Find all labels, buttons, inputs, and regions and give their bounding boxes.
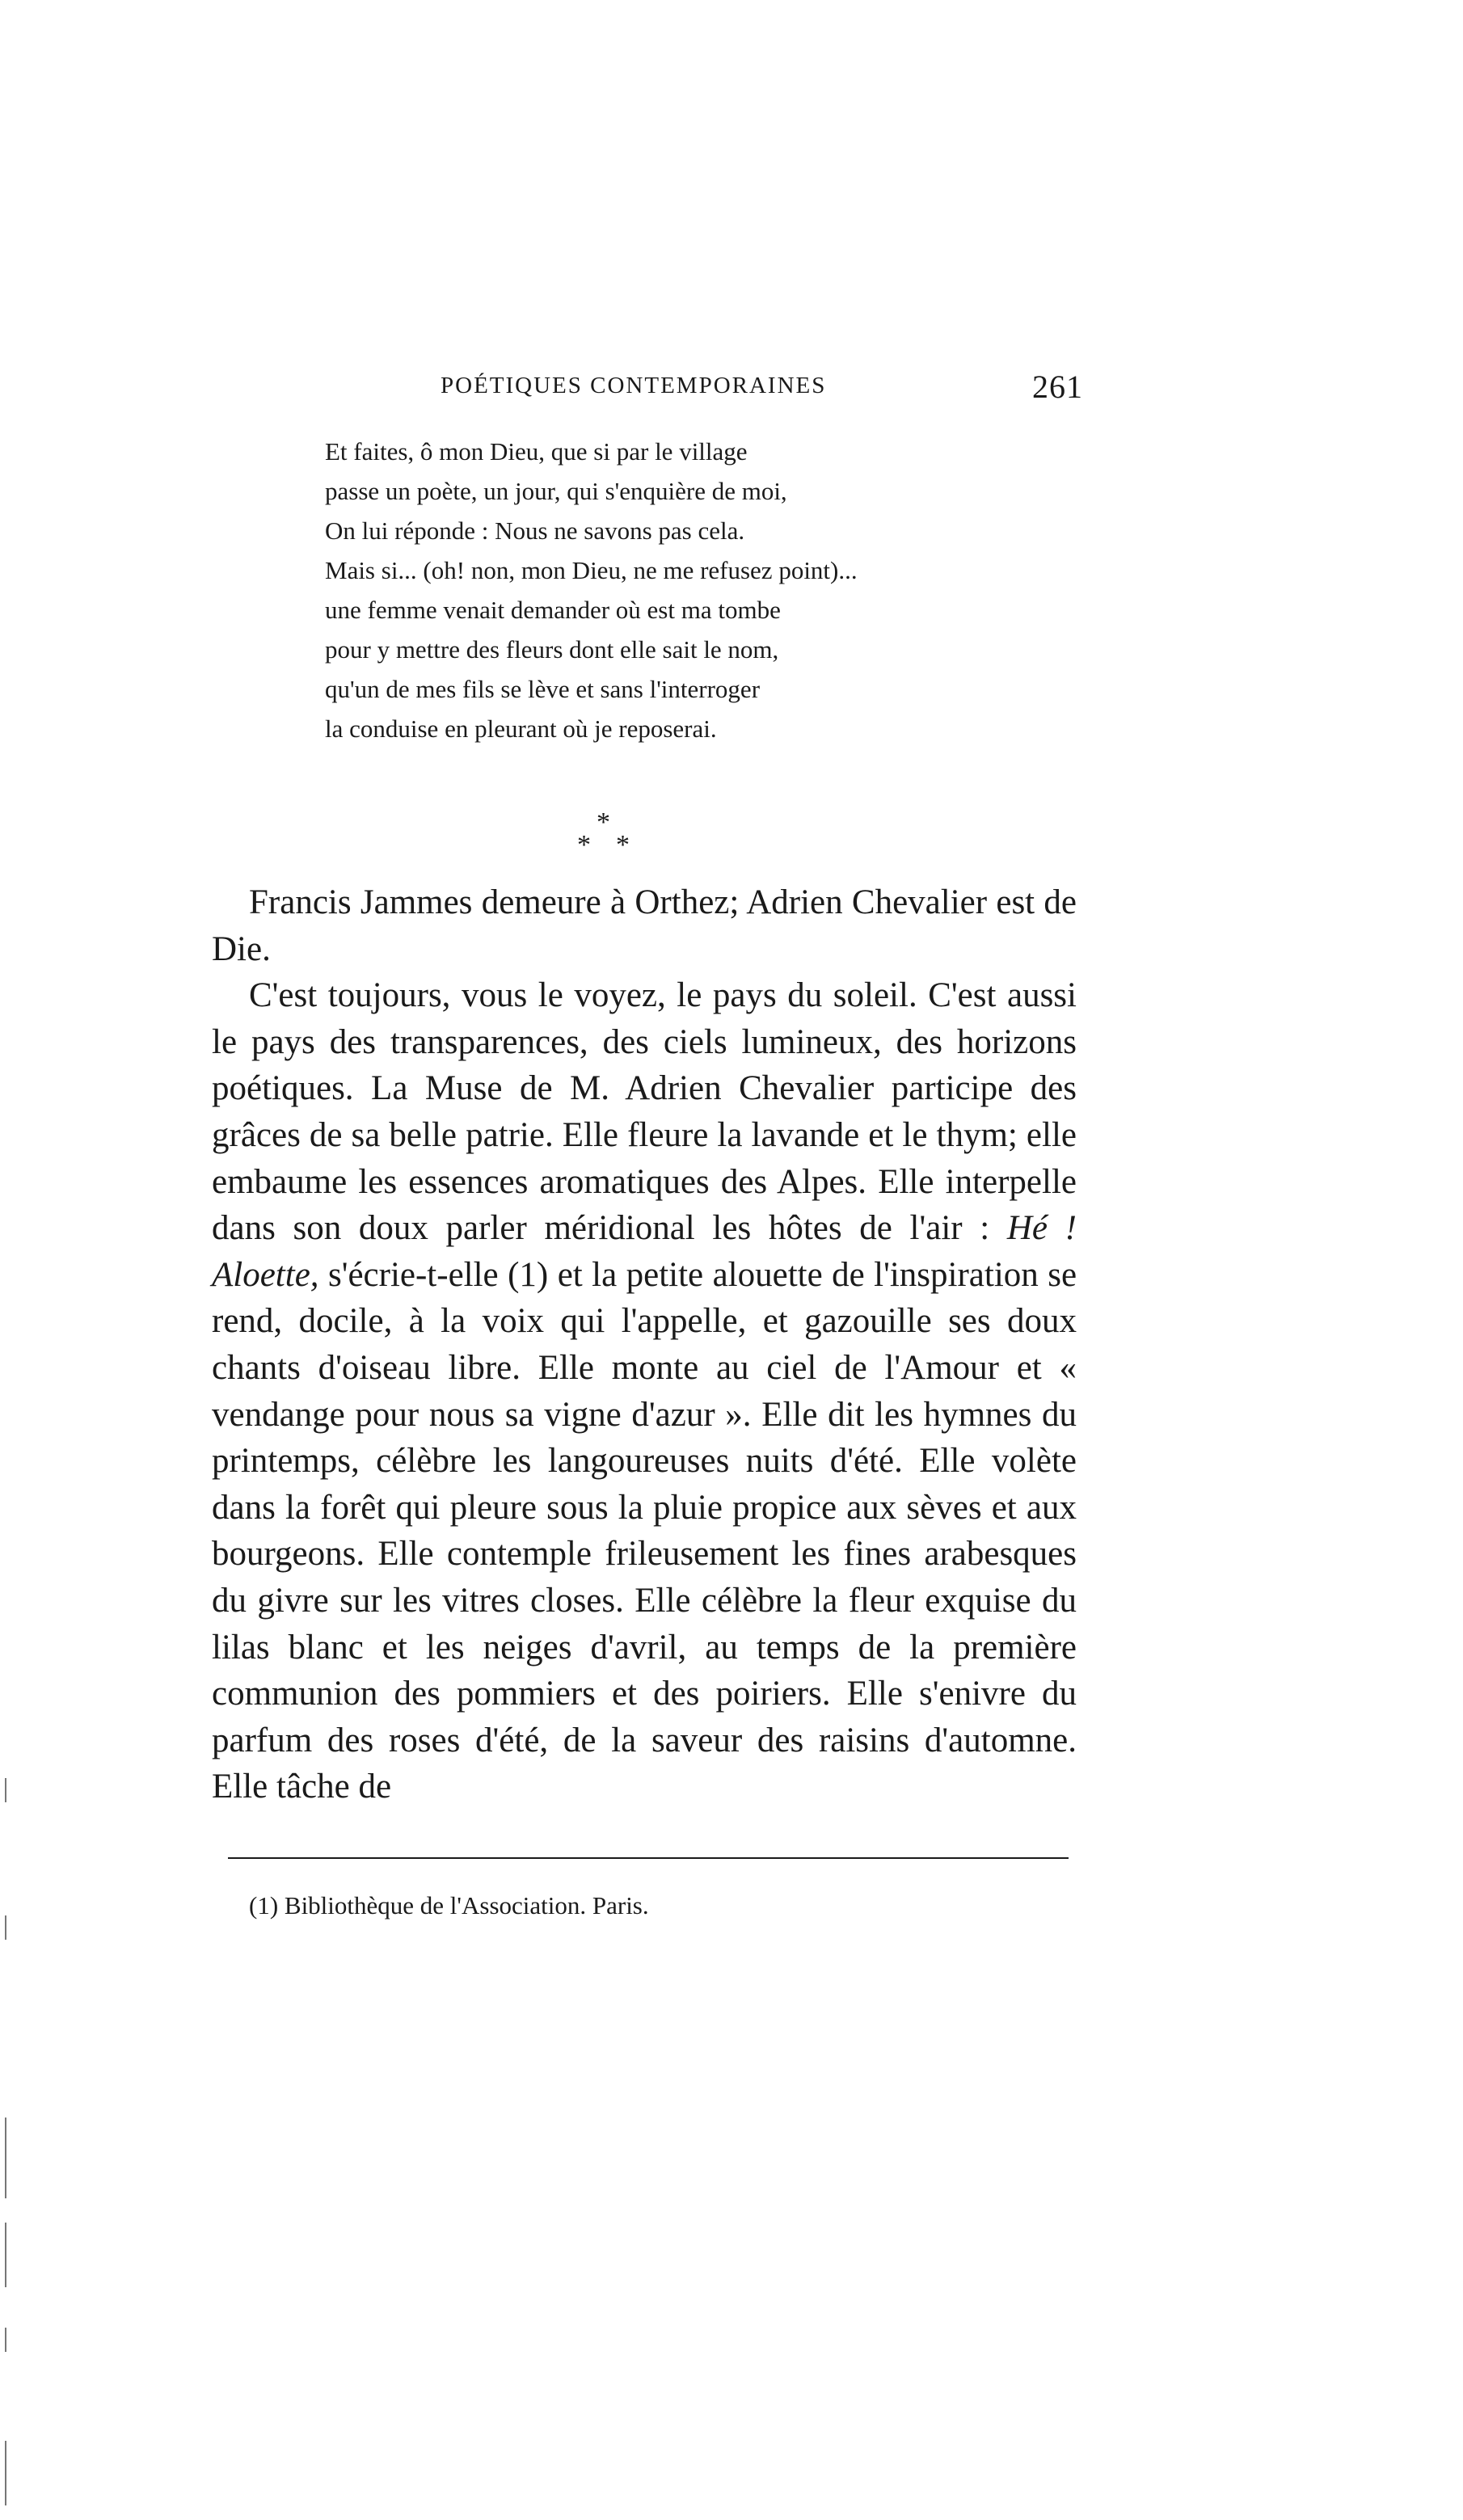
paragraph [212,972,1077,1810]
paragraph-text: s'écrie-t-elle [327,1255,499,1294]
footnote-rule [228,1857,1069,1859]
verse-quotation [325,432,1069,748]
scan-margin-mark [5,2328,6,2352]
verse-line: pour y mettre des fleurs dont elle sait le nom, [325,635,779,664]
verse-line: passe un poète, un jour, qui s'enquière de moi, [325,477,787,505]
asterism-star-right: * [616,830,630,860]
italic-quotation: Hé ! Aloette, [212,1209,1077,1294]
scan-margin-mark [5,1778,6,1802]
page-number: 261 [1032,369,1083,405]
paragraph: Francis Jammes demeure à Orthez; Adrien Chevalier est de Die. [212,883,1077,968]
verse-line: une femme venait demander où est ma tombe [325,596,781,624]
paragraph-text: C'est toujours, vous le voyez, le pays du soleil. C'est aussi le pays des transparences, des ciels lumineux, des horizons poétiques. La Muse de M. Adrien Chevalier participe des grâces de sa belle patrie. Elle fleure la lavande et le thym; elle embaume les essences aromatiques des Alpes. Elle interpelle dans son doux parler méridional les hôtes de l'air : [212,976,1077,1248]
verse-line: On lui réponde : Nous ne savons pas cela. [325,516,745,545]
asterism-separator [0,804,1463,869]
body-text [212,879,1077,1810]
verse-line: Mais si... (oh! non, mon Dieu, ne me refusez point)... [325,556,858,584]
footnote-reference: (1) [508,1255,549,1294]
paragraph-text: et la petite alouette de l'inspiration se rend, docile, à la voix qui l'appelle, et gazouille ses doux chants d'oiseau libre. Elle monte au ciel de l'Amour et « vendange pour nous sa vigne d'azur ». Elle dit les hymnes du printemps, célèbre les langoureuses nuits d'été. Elle volète dans la forêt qui pleure sous la pluie propice aux sèves et aux bourgeons. Elle contemple frileusement les fines arabesques du givre sur les vitres closes. Elle célèbre la fleur exquise du lilas blanc et les neiges d'avril, au temps de la première communion des pommiers et des poiriers. Elle s'enivre du parfum des roses d'été, de la saveur des raisins d'automne. Elle tâche de [212,1255,1077,1806]
running-head [234,368,1083,408]
asterism-star-left: * [577,830,591,860]
scan-margin-mark [5,2118,6,2198]
verse-line: qu'un de mes fils se lève et sans l'interroger [325,675,761,703]
verse-line: Et faites, ô mon Dieu, que si par le village [325,437,748,466]
scan-margin-mark [5,2441,6,2505]
footnote: (1) Bibliothèque de l'Association. Paris. [249,1891,649,1919]
asterism-star-top: * [597,807,610,837]
scan-margin-mark [5,1915,6,1940]
verse-line: la conduise en pleurant où je reposerai. [325,714,717,743]
scan-margin-mark [5,2223,6,2287]
running-title: POÉTIQUES CONTEMPORAINES [441,373,827,398]
